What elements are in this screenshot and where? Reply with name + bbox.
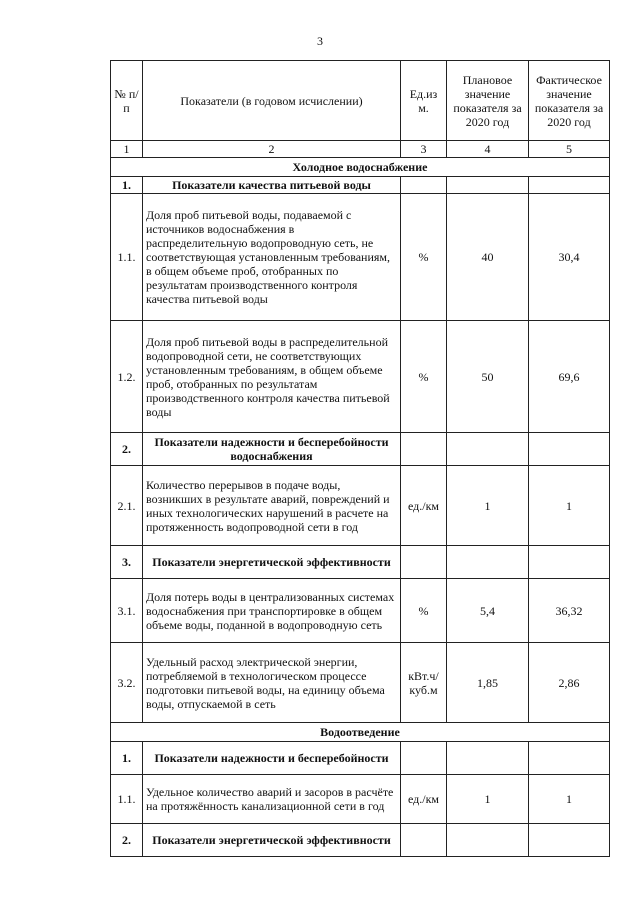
row-indicator: Количество перерывов в подаче воды, возникших в результате аварий, повреждений и иных технологических нарушений в расчете на протяженность водопроводной сети в год <box>143 466 401 546</box>
header-num: № п/п <box>111 61 143 141</box>
table-row <box>111 579 610 643</box>
group-num: 3. <box>111 546 143 579</box>
row-fact: 1 <box>529 775 610 824</box>
row-fact: 1 <box>529 466 610 546</box>
row-indicator: Доля проб питьевой воды в распределительной водопроводной сети, не соответствующих установленным требованиям, в общем объеме проб, отобранных по результатам производственного контроля качества питьевой воды <box>143 321 401 433</box>
col-number: 4 <box>447 141 529 158</box>
section-row <box>111 723 610 742</box>
row-indicator: Доля потерь воды в централизованных системах водоснабжения при транспортировке в общем объеме воды, поданной в водопроводную сеть <box>143 579 401 643</box>
section-title: Водоотведение <box>111 723 610 742</box>
group-num: 2. <box>111 824 143 857</box>
group-num: 1. <box>111 177 143 194</box>
table-row <box>111 194 610 321</box>
row-indicator: Удельный расход электрической энергии, потребляемой в технологическом процессе подготовки питьевой воды, на единицу объема воды, отпускаемой в сеть <box>143 643 401 723</box>
group-row <box>111 433 610 466</box>
column-numbers-row <box>111 141 610 158</box>
row-plan: 50 <box>447 321 529 433</box>
row-num: 3.1. <box>111 579 143 643</box>
row-num: 1.1. <box>111 775 143 824</box>
row-num: 1.2. <box>111 321 143 433</box>
row-indicator: Доля проб питьевой воды, подаваемой с источников водоснабжения в распределительную водопроводную сеть, не соответствующая установленным требованиям, в общем объеме проб, отобранных по результатам производственного контроля качества питьевой воды <box>143 194 401 321</box>
group-row <box>111 177 610 194</box>
group-num: 1. <box>111 742 143 775</box>
row-num: 3.2. <box>111 643 143 723</box>
row-unit: % <box>401 321 447 433</box>
row-num: 1.1. <box>111 194 143 321</box>
header-row <box>111 61 610 141</box>
table-row <box>111 643 610 723</box>
row-indicator: Удельное количество аварий и засоров в расчёте на протяжённость канализационной сети в год <box>143 775 401 824</box>
group-row <box>111 824 610 857</box>
table-row <box>111 321 610 433</box>
row-unit: ед./км <box>401 775 447 824</box>
row-fact: 30,4 <box>529 194 610 321</box>
header-indicator: Показатели (в годовом исчислении) <box>143 61 401 141</box>
row-plan: 1 <box>447 775 529 824</box>
col-number: 5 <box>529 141 610 158</box>
header-plan: Плановое значение показателя за 2020 год <box>447 61 529 141</box>
row-plan: 5,4 <box>447 579 529 643</box>
row-fact: 2,86 <box>529 643 610 723</box>
group-row <box>111 742 610 775</box>
indicators-table <box>110 60 610 857</box>
group-title: Показатели качества питьевой воды <box>143 177 401 194</box>
col-number: 2 <box>143 141 401 158</box>
group-row <box>111 546 610 579</box>
row-unit: % <box>401 194 447 321</box>
row-plan: 1 <box>447 466 529 546</box>
row-unit: ед./км <box>401 466 447 546</box>
row-plan: 1,85 <box>447 643 529 723</box>
group-title: Показатели надежности и бесперебойности водоснабжения <box>143 433 401 466</box>
table-row <box>111 466 610 546</box>
group-title: Показатели энергетической эффективности <box>143 824 401 857</box>
header-fact: Фактическое значение показателя за 2020 год <box>529 61 610 141</box>
col-number: 1 <box>111 141 143 158</box>
row-num: 2.1. <box>111 466 143 546</box>
col-number: 3 <box>401 141 447 158</box>
row-plan: 40 <box>447 194 529 321</box>
row-fact: 36,32 <box>529 579 610 643</box>
page-number: 3 <box>317 34 323 48</box>
section-title: Холодное водоснабжение <box>111 158 610 177</box>
row-fact: 69,6 <box>529 321 610 433</box>
row-unit: % <box>401 579 447 643</box>
group-title: Показатели энергетической эффективности <box>143 546 401 579</box>
header-unit: Ед.из м. <box>401 61 447 141</box>
row-unit: кВт.ч/куб.м <box>401 643 447 723</box>
group-num: 2. <box>111 433 143 466</box>
section-row <box>111 158 610 177</box>
table-row <box>111 775 610 824</box>
group-title: Показатели надежности и бесперебойности <box>143 742 401 775</box>
